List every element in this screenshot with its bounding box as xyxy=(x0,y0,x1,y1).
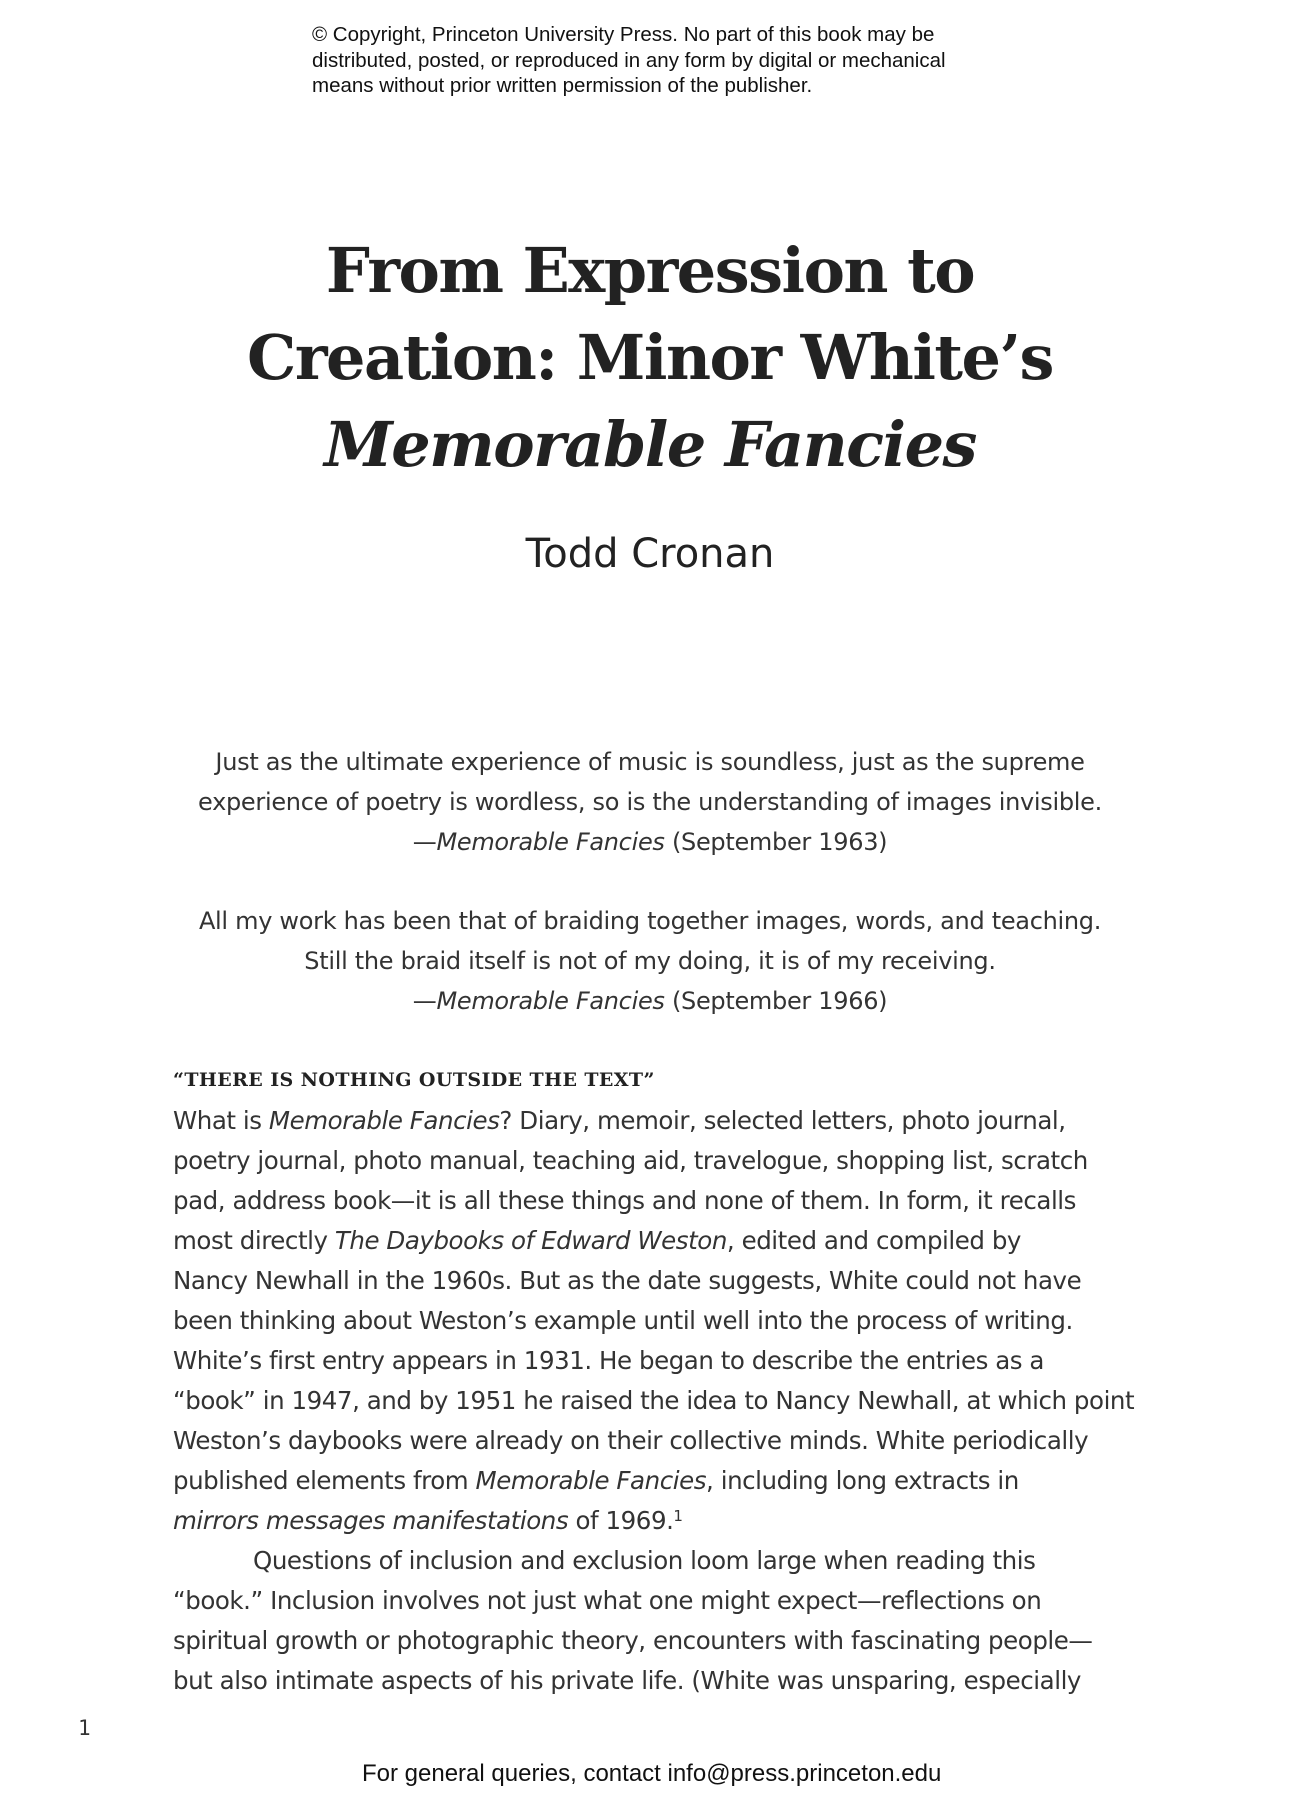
copyright-line: © Copyright, Princeton University Press. No part of this book may be xyxy=(312,23,935,46)
epigraph xyxy=(150,742,1150,862)
text-line: White’s first entry appears in 1931. He began to describe the entries as a xyxy=(173,1346,1044,1375)
epigraph-line: Just as the ultimate experience of music is soundless, just as the supreme xyxy=(215,748,1085,776)
title-line: Creation: Minor White’s xyxy=(247,321,1053,394)
footnote-marker[interactable]: 1 xyxy=(673,1507,683,1525)
epigraph-dash: — xyxy=(412,828,437,856)
epigraph-dash: — xyxy=(412,987,437,1015)
footer-contact: For general queries, contact info@press.princeton.edu xyxy=(362,1760,942,1787)
epigraph-source xyxy=(150,822,1150,862)
text-line: “book” in 1947, and by 1951 he raised the idea to Nancy Newhall, at which point xyxy=(173,1386,1135,1415)
text-line: spiritual growth or photographic theory, encounters with fascinating people— xyxy=(173,1626,1093,1655)
text-line: been thinking about Weston’s example until well into the process of writing. xyxy=(173,1306,1073,1335)
chapter-title xyxy=(150,227,1150,488)
page-number: 1 xyxy=(78,1716,91,1740)
text-line: mirrors messages manifestations of 1969.$^1$ xyxy=(173,1506,683,1535)
text-line: What is Memorable Fancies? Diary, memoir, selected letters, photo journal, xyxy=(173,1106,1066,1135)
text-line: pad, address book—it is all these things and none of them. In form, it recalls xyxy=(173,1186,1076,1215)
title-line-italic: Memorable Fancies xyxy=(324,408,976,481)
section-heading: “THERE IS NOTHING OUTSIDE THE TEXT” xyxy=(173,1069,655,1091)
text-line: published elements from Memorable Fancies, including long extracts in xyxy=(173,1466,1019,1495)
text-line: “book.” Inclusion involves not just what one might expect—reflections on xyxy=(173,1586,1042,1615)
text-line: Questions of inclusion and exclusion loom large when reading this xyxy=(253,1546,1036,1575)
body-text xyxy=(173,1101,1133,1701)
text-line: Weston’s daybooks were already on their collective minds. White periodically xyxy=(173,1426,1089,1455)
epigraph-source-title: Memorable Fancies xyxy=(436,828,665,856)
author-name: Todd Cronan xyxy=(525,531,775,577)
epigraph xyxy=(150,901,1150,1021)
copyright-line: distributed, posted, or reproduced in any form by digital or mechanical xyxy=(312,48,946,72)
epigraph-source-date: (September 1963) xyxy=(664,828,888,856)
epigraph-line: All my work has been that of braiding together images, words, and teaching. xyxy=(198,907,1102,935)
copyright-line: means without prior written permission of the publisher. xyxy=(312,74,813,97)
title-line: From Expression to xyxy=(325,234,975,307)
epigraph-line: Still the braid itself is not of my doing, it is of my receiving. xyxy=(304,947,996,975)
text-line: poetry journal, photo manual, teaching aid, travelogue, shopping list, scratch xyxy=(173,1146,1088,1175)
epigraph-source-title: Memorable Fancies xyxy=(436,987,665,1015)
epigraph-source-date: (September 1966) xyxy=(664,987,888,1015)
epigraph-line: experience of poetry is wordless, so is the understanding of images invisible. xyxy=(198,788,1102,816)
copyright-notice xyxy=(312,22,1032,99)
epigraph-source xyxy=(150,981,1150,1021)
text-line: most directly The Daybooks of Edward Weston, edited and compiled by xyxy=(173,1226,1021,1255)
text-line: Nancy Newhall in the 1960s. But as the date suggests, White could not have xyxy=(173,1266,1082,1295)
text-line: but also intimate aspects of his private life. (White was unsparing, especially xyxy=(173,1666,1081,1695)
